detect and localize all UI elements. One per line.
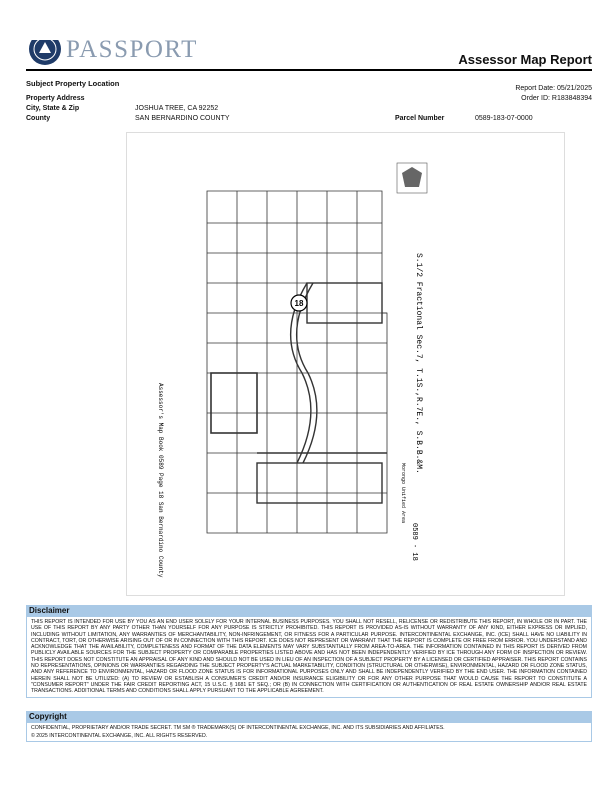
report-date: Report Date: 05/21/2025	[515, 85, 592, 92]
assessor-map	[126, 132, 565, 596]
passport-logo	[26, 30, 198, 66]
parcel-value: 0589-183-07-0000	[475, 115, 533, 122]
map-tag: Morongo Unified Area	[400, 463, 406, 524]
property-address-label: Property Address	[26, 95, 85, 102]
city-label: City, State & Zip	[26, 105, 80, 112]
seal-icon	[28, 32, 62, 66]
report-title: Assessor Map Report	[458, 52, 592, 67]
city-value: JOSHUA TREE, CA 92252	[135, 105, 219, 112]
map-parcel-center: 18	[294, 299, 304, 308]
county-label: County	[26, 115, 51, 122]
assessor-map-drawing	[127, 133, 564, 595]
subject-section-title: Subject Property Location	[26, 79, 120, 88]
order-id: Order ID: R183848394	[521, 95, 592, 102]
map-title: S.1/2 Fractional Sec.7, T.1S.,R.7E., S.B.B.&M.	[414, 253, 423, 474]
copyright-line-2: © 2025 INTERCONTINENTAL EXCHANGE, INC. ALL RIGHTS RESERVED.	[31, 732, 208, 739]
header-divider	[26, 69, 592, 71]
disclaimer-header: Disclaimer	[26, 605, 592, 616]
parcel-label: Parcel Number	[395, 115, 445, 122]
map-book-page: 0589 - 18	[410, 523, 418, 561]
disclaimer-text: THIS REPORT IS INTENDED FOR USE BY YOU AS AN END USER SOLELY FOR YOUR INTERNAL BUSINESS PURPOSES. YOU SHALL NOT RESELL, RELICENSE OR REDISTRIBUTE THIS REPORT, IN WHOLE OR IN PART. THE USE OF THIS REPORT BY ANY PARTY OTHER THAN YOURSELF FOR ANY PURPOSE IS STRICTLY PROHIBITED. THIS REPORT IS PROVIDED AS-IS WITHOUT WARRANTY OF ANY KIND, EITHER EXPRESS OR IMPLIED, INCLUDING WITHOUT LIMITATION, ANY WARRANTIES OF MERCHANTABILITY, NON-INFRINGEMENT, OR FITNESS FOR A PARTICULAR PURPOSE. INTERCONTINENTAL EXCHANGE, INC. (ICE) SHALL HAVE NO LIABILITY IN CONTRACT, TORT, OR OTHERWISE ARISING OUT OF OR IN CONNECTION WITH THIS REPORT. ICE DOES NOT REPRESENT OR WARRANT THAT THE REPORT IS COMPLETE OR FREE FROM ERROR. YOU UNDERSTAND AND ACKNOWLEDGE THAT THE AVAILABILITY, COMPLETENESS AND FORMAT OF THE DATA ELEMENTS MAY VARY SUBSTANTIALLY FROM AREA-TO-AREA. THE INFORMATION CONTAINED IN THIS REPORT IS DERIVED FROM PUBLICLY AVAILABLE SOURCES FOR THE SUBJECT PROPERTY OR COMPARABLE PROPERTIES LISTED ABOVE AND HAS NOT BEEN INDEPENDENTLY VERIFIED BY ICE THROUGH ANY FORM OF INSPECTION OR REVIEW. THIS REPORT DOES NOT CONSTITUTE AN APPRAISAL OF ANY KIND AND SHOULD NOT BE USED IN LIEU OF AN INSPECTION OF A SUBJECT PROPERTY BY A LICENSED OR CERTIFIED APPRAISER. THIS REPORT CONTAINS NO REPRESENTATIONS, OPINIONS OR WARRANTIES REGARDING THE SUBJECT PROPERTY'S ACTUAL MARKETABILITY, CONDITION (STRUCTURAL OR OTHERWISE), ENVIRONMENTAL, HAZARD OR FLOOD ZONE STATUS, AND ANY REFERENCE TO ENVIRONMENTAL, HAZARD OR FLOOD ZONE STATUS IS FOR INFORMATIONAL PURPOSES ONLY AND SHALL BE INDEPENDENTLY VERIFIED BY THE END USER. THE INFORMATION CONTAINED HEREIN SHALL NOT BE UTILIZED: (A) TO REVIEW OR ESTABLISH A CONSUMER'S CREDIT AND/OR INSURANCE ELIGIBILITY OR FOR ANY OTHER PURPOSE THAT WOULD CAUSE THE REPORT TO CONSTITUTE A "CONSUMER REPORT" UNDER THE FAIR CREDIT REPORTING ACT, 15 U.S.C. § 1681 ET SEQ.; OR (B) IN CONNECTION WITH CERTIFICATION OR AUTHENTICATION OF REAL ESTATE OWNERSHIP AND/OR REAL ESTATE TRANSACTIONS. ADDITIONAL TERMS AND CONDITIONS SHALL APPLY PURSUANT TO THE APPLICABLE AGREEMENT.	[31, 619, 587, 695]
logo-text: PASSPORT	[66, 36, 198, 63]
copyright-line-1: CONFIDENTIAL, PROPRIETARY AND/OR TRADE SECRET. TM SM ® TRADEMARK(S) OF INTERCONTINENTAL EXCHANGE, INC. AND ITS SUBSIDIARIES AND AFFILIATES.	[31, 725, 445, 731]
copyright-header: Copyright	[26, 711, 592, 722]
county-value: SAN BERNARDINO COUNTY	[135, 115, 230, 122]
copyright-box	[26, 722, 592, 742]
map-assessor-note: Assessor's Map Book 0589 Page 18 San Bernardino County	[157, 383, 164, 578]
disclaimer-box	[26, 616, 592, 698]
